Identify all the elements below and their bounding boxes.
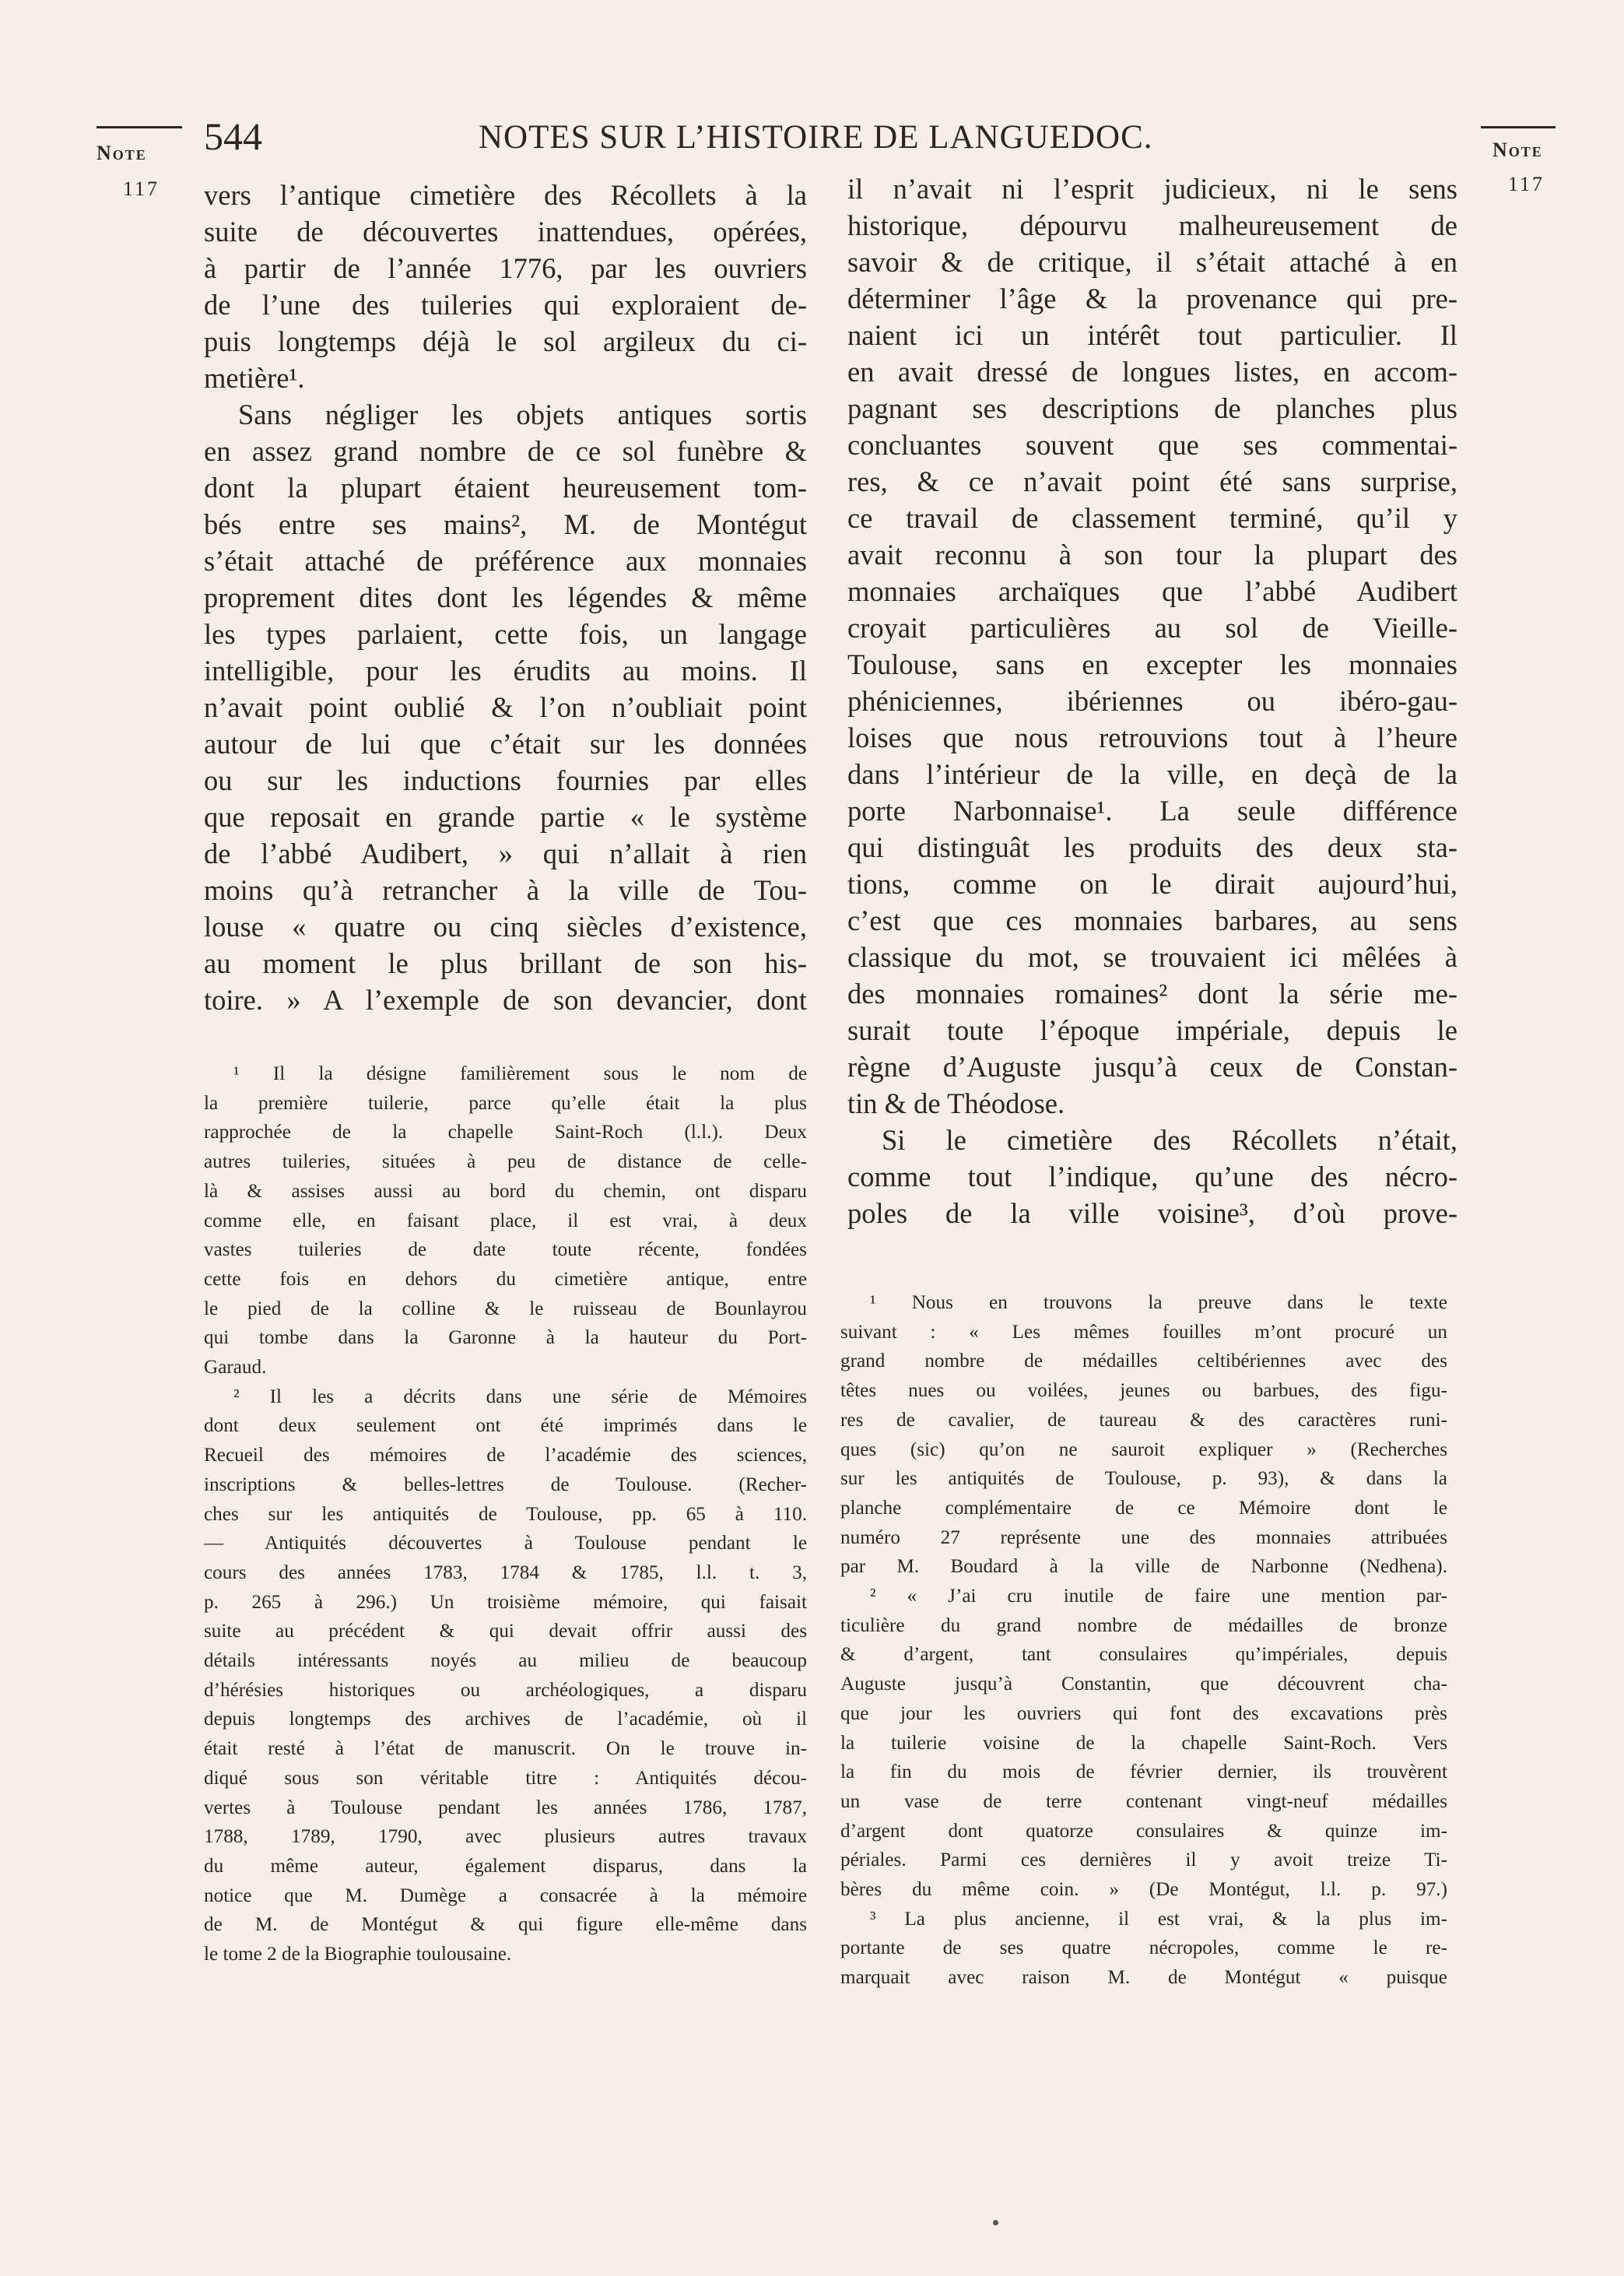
text-line: en avait dressé de longues listes, en accom- [847,356,1457,388]
footnote-line: d’hérésies historiques ou archéologiques, a disparu [204,1679,807,1701]
footnote-line: cette fois en dehors du cimetière antique, entre [204,1268,807,1290]
footnote-line: grand nombre de médailles celtibériennes avec des [840,1350,1447,1372]
text-line: dans l’intérieur de la ville, en deçà de la [847,758,1457,790]
footnote-line: notice que M. Dumège a consacrée à la mémoire [204,1884,807,1906]
text-line: Sans négliger les objets antiques sortis [238,399,807,430]
text-line: bés entre ses mains², M. de Montégut [204,508,807,540]
text-line: vers l’antique cimetière des Récollets à la [204,179,807,211]
text-line: loises que nous retrouvions tout à l’heure [847,722,1457,753]
text-line: ou sur les inductions fournies par elles [204,764,807,796]
text-line: moins qu’à retrancher à la ville de Tou- [204,874,807,906]
text-line: autour de lui que c’était sur les données [204,728,807,760]
note-number-left: 117 [123,177,160,200]
footnote-line: par M. Boudard à la ville de Narbonne (Nedhena). [840,1556,1447,1578]
text-line: puis longtemps déjà le sol argileux du ci- [204,325,807,357]
text-line: il n’avait ni l’esprit judicieux, ni le sens [847,173,1457,205]
text-line: naient ici un intérêt tout particulier. Il [847,319,1457,351]
left-body-column [204,177,807,1018]
text-line: déterminer l’âge & la provenance qui pre- [847,283,1457,314]
text-line: de l’abbé Audibert, » qui n’allait à rien [204,838,807,869]
text-line: dont la plupart étaient heureusement tom- [204,472,807,504]
text-line: surait toute l’époque impériale, depuis le [847,1014,1457,1046]
text-line: tions, comme on le dirait aujourd’hui, [847,868,1457,900]
footnote-line: Auguste jusqu’à Constantin, que découvrent cha- [840,1674,1447,1695]
printer-mark [993,2220,998,2225]
text-line: porte Narbonnaise¹. La seule différence [847,795,1457,827]
text-line: metière¹. [204,362,305,394]
text-line: au moment le plus brillant de son his- [204,947,807,979]
right-footnotes [840,1288,1447,1993]
footnote-line: inscriptions & belles-lettres de Toulouse. (Recher- [204,1473,807,1495]
footnote-line: ² Il les a décrits dans une série de Mémoires [233,1386,807,1407]
note-label-right: Note [1492,139,1543,161]
footnote-line: ³ La plus ancienne, il est vrai, & la plus im- [870,1908,1447,1930]
footnote-line: 1788, 1789, 1790, avec plusieurs autres travaux [204,1826,807,1848]
page-number: 544 [204,114,262,158]
text-line: avait reconnu à son tour la plupart des [847,539,1457,571]
footnote-line: la première tuilerie, parce qu’elle était la plus [204,1092,807,1114]
footnote-line: Garaud. [204,1357,267,1379]
footnote-line: portante de ses quatre nécropoles, comme le re- [840,1937,1447,1959]
left-header-rule [96,126,182,128]
text-line: suite de découvertes inattendues, opérées, [204,216,807,248]
footnote-line: comme elle, en faisant place, il est vrai, à deux [204,1210,807,1231]
footnote-line: p. 265 à 296.) Un troisième mémoire, qui faisait [204,1591,807,1613]
footnote-line: le tome 2 de la Biographie toulousaine. [204,1944,512,1965]
footnote-line: ches sur les antiquités de Toulouse, pp. 65 à 110. [204,1503,807,1525]
text-line: louse « quatre ou cinq siècles d’existence, [204,911,807,943]
running-title: NOTES SUR L’HISTOIRE DE LANGUEDOC. [479,119,1153,156]
footnote-line: dont deux seulement ont été imprimés dans le [204,1415,807,1437]
footnote-line: numéro 27 représente une des monnaies attribuées [840,1526,1447,1548]
footnote-line: qui tombe dans la Garonne à la hauteur du Port- [204,1327,807,1349]
text-line: monnaies archaïques que l’abbé Audibert [847,575,1457,607]
footnote-line: ticulière du grand nombre de médailles de bronze [840,1614,1447,1636]
footnote-line: têtes nues ou voilées, jeunes ou barbues, des figu- [840,1380,1447,1402]
footnote-line: marquait avec raison M. de Montégut « puisque [840,1967,1447,1989]
footnote-line: ques (sic) qu’on ne sauroit expliquer » (Recherches [840,1438,1447,1460]
right-body-column [847,170,1457,1231]
text-line: qui distinguât les produits des deux sta- [847,831,1457,863]
text-line: tin & de Théodose. [847,1087,1065,1119]
text-line: ce travail de classement terminé, qu’il y [847,502,1457,534]
footnote-line: rapprochée de la chapelle Saint-Roch (l.l.). Deux [204,1122,807,1143]
footnote-line: détails intéressants noyés au milieu de beaucoup [204,1650,807,1672]
left-footnotes [204,1059,807,1969]
footnote-line: ¹ Il la désigne familièrement sous le nom de [233,1063,807,1084]
text-line: pagnant ses descriptions de planches plus [847,392,1457,424]
footnote-line: du même auteur, également disparus, dans la [204,1855,807,1877]
text-line: des monnaies romaines² dont la série me- [847,978,1457,1010]
text-line: c’est que ces monnaies barbares, au sens [847,904,1457,936]
footnote-line: périales. Parmi ces dernières il y avoit treize Ti- [840,1849,1447,1871]
footnote-line: diqué sous son véritable titre : Antiquités décou- [204,1767,807,1789]
footnote-line: que jour les ouvriers qui font des excavations près [840,1702,1447,1724]
text-line: n’avait point oublié & l’on n’oubliait point [204,691,807,723]
text-line: res, & ce n’avait point été sans surprise, [847,465,1457,497]
footnote-line: & d’argent, tant consulaires qu’impériales, depuis [840,1644,1447,1666]
footnote-line: de M. de Montégut & qui figure elle-même dans [204,1914,807,1936]
text-line: à partir de l’année 1776, par les ouvriers [204,252,807,284]
text-line: toire. » A l’exemple de son devancier, dont [204,984,807,1016]
text-line: savoir & de critique, il s’était attaché à en [847,246,1457,278]
text-line: Toulouse, sans en excepter les monnaies [847,648,1457,680]
footnote-line: suivant : « Les mêmes fouilles m’ont procuré un [840,1321,1447,1343]
text-line: proprement dites dont les légendes & même [204,581,807,613]
footnote-line: d’argent dont quatorze consulaires & quinze im- [840,1820,1447,1842]
footnote-line: un vase de terre contenant vingt-neuf médailles [840,1790,1447,1812]
text-line: comme tout l’indique, qu’une des nécro- [847,1161,1457,1192]
note-number-right: 117 [1508,173,1545,195]
text-line: que reposait en grande partie « le système [204,801,807,833]
text-line: phéniciennes, ibériennes ou ibéro-gau- [847,685,1457,717]
footnote-line: ¹ Nous en trouvons la preuve dans le texte [870,1292,1447,1313]
text-line: de l’une des tuileries qui exploraient de- [204,289,807,321]
footnote-line: depuis longtemps des archives de l’académie, où il [204,1709,807,1730]
right-header-rule [1481,126,1556,128]
footnote-line: planche complémentaire de ce Mémoire dont le [840,1497,1447,1519]
note-label-left: Note [96,142,147,164]
footnote-line: vertes à Toulouse pendant les années 1786, 1787, [204,1797,807,1818]
text-line: intelligible, pour les érudits au moins. Il [204,655,807,687]
footnote-line: autres tuileries, situées à peu de distance de celle- [204,1151,807,1173]
text-line: s’était attaché de préférence aux monnaies [204,545,807,577]
footnote-line: la tuilerie voisine de la chapelle Saint-Roch. Vers [840,1732,1447,1754]
footnote-line: là & assises aussi au bord du chemin, ont disparu [204,1180,807,1202]
text-line: Si le cimetière des Récollets n’était, [882,1124,1457,1156]
text-line: règne d’Auguste jusqu’à ceux de Constan- [847,1051,1457,1083]
footnote-line: était resté à l’état de manuscrit. On le trouve in- [204,1738,807,1760]
footnote-line: suite au précédent & qui devait offrir aussi des [204,1621,807,1642]
footnote-line: la fin du mois de février dernier, ils trouvèrent [840,1761,1447,1783]
footnote-line: cours des années 1783, 1784 & 1785, l.l. t. 3, [204,1561,807,1583]
footnote-line: res de cavalier, de taureau & des caractères runi- [840,1409,1447,1431]
footnote-line: sur les antiquités de Toulouse, p. 93), & dans la [840,1468,1447,1490]
text-line: les types parlaient, cette fois, un langage [204,618,807,650]
text-line: classique du mot, se trouvaient ici mêlées à [847,941,1457,973]
footnote-line: le pied de la colline & le ruisseau de Bounlayrou [204,1298,807,1319]
footnote-line: — Antiquités découvertes à Toulouse pendant le [204,1533,807,1554]
footnote-line: bères du même coin. » (De Montégut, l.l. p. 97.) [840,1879,1447,1901]
text-line: en assez grand nombre de ce sol funèbre & [204,435,807,467]
footnote-line: Recueil des mémoires de l’académie des sciences, [204,1445,807,1466]
text-line: concluantes souvent que ses commentai- [847,429,1457,461]
text-line: historique, dépourvu malheureusement de [847,209,1457,241]
text-line: croyait particulières au sol de Vieille- [847,612,1457,644]
footnote-line: ² « J’ai cru inutile de faire une mention par- [870,1586,1447,1607]
text-line: poles de la ville voisine³, d’où prove- [847,1197,1457,1229]
footnote-line: vastes tuileries de date toute récente, fondées [204,1239,807,1261]
